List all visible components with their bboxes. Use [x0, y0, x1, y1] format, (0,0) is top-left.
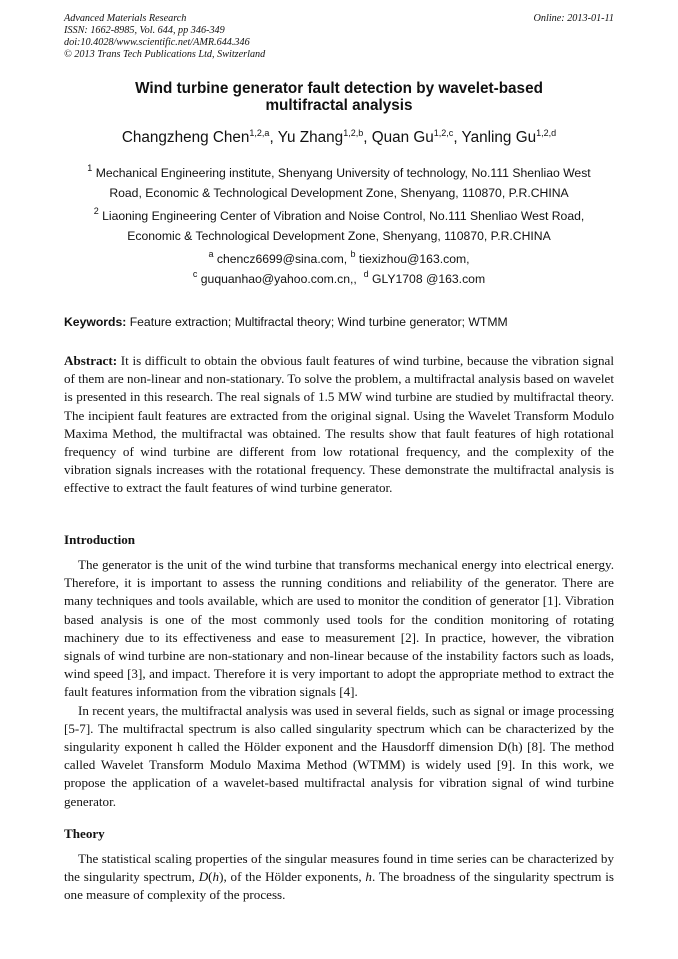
text-run: ) — [219, 869, 224, 885]
text-run: The statistical scaling properties of the singular measures found in time series can be characterized by the singularity spectrum, — [64, 851, 614, 885]
copyright: © 2013 Trans Tech Publications Ltd, Switzerland — [64, 49, 266, 60]
author-name: Quan Gu — [371, 129, 434, 146]
text-run: , of the Hölder exponents, — [223, 869, 366, 885]
affiliation-text: Road, Economic & Technological Development Zone, Shenyang, 110870, P.R.CHINA — [109, 186, 569, 200]
email-sup: d — [363, 269, 369, 279]
email-list — [64, 249, 614, 289]
affiliation-num: 1 — [87, 163, 93, 173]
email-a[interactable]: chencz6699@sina.com, — [216, 252, 348, 266]
email-d[interactable]: GLY1708 @163.com — [372, 272, 486, 286]
author-sup: 1,2,b — [343, 128, 364, 138]
email-b[interactable]: tiexizhou@163.com, — [358, 252, 470, 266]
affiliation-num: 2 — [93, 206, 99, 216]
paragraph — [64, 850, 614, 905]
keywords-text: Feature extraction; Multifractal theory; Wind turbine generator; WTMM — [129, 315, 508, 329]
author-name: Changzheng Chen — [121, 129, 250, 146]
math-h: h — [365, 869, 372, 885]
author-sup: 1,2,a — [249, 128, 270, 138]
affiliation-text: Economic & Technological Development Zone, Shenyang, 110870, P.R.CHINA — [127, 229, 551, 243]
abstract — [64, 352, 614, 498]
math-D: D — [198, 869, 209, 885]
online-date: Online: 2013-01-11 — [533, 13, 614, 24]
text-run: . The broadness of the singularity spectrum is one measure of complexity of the process. — [64, 869, 614, 903]
issn: ISSN: 1662-8985, Vol. 644, pp 346-349 — [64, 25, 225, 36]
abstract-label: Abstract: — [64, 353, 118, 368]
theory-body — [64, 850, 614, 905]
journal-name: Advanced Materials Research — [64, 13, 187, 24]
affiliation-2 — [64, 206, 614, 246]
journal-header — [64, 13, 265, 61]
keywords — [64, 315, 508, 329]
author-name: Yanling Gu — [461, 129, 537, 146]
text-run: ( — [208, 869, 213, 885]
math-h: h — [212, 869, 220, 885]
author-sep: , — [269, 129, 278, 146]
email-c[interactable]: guquanhao@yahoo.com.cn,, — [200, 272, 357, 286]
affiliation-text: Liaoning Engineering Center of Vibration and Noise Control, No.111 Shenliao West Road, — [102, 209, 585, 223]
email-sup: a — [208, 249, 214, 259]
affiliation-text: Mechanical Engineering institute, Shenyang University of technology, No.111 Shenliao West — [95, 166, 591, 180]
author-sup: 1,2,c — [433, 128, 454, 138]
author-sep: , — [453, 129, 462, 146]
author-list — [64, 129, 614, 147]
author-sup: 1,2,d — [536, 128, 557, 138]
author-sep: , — [363, 129, 372, 146]
author-name: Yu Zhang — [277, 129, 344, 146]
section-heading-introduction: Introduction — [64, 532, 136, 547]
section-heading-theory: Theory — [64, 826, 105, 841]
paper-title — [64, 80, 614, 114]
paragraph: The generator is the unit of the wind turbine that transforms mechanical energy into electrical energy. Therefore, it is important to assess the running conditions and reliability of the generator. There are many techniques and tools available, which are used to monitor the condition of generator [1]. Vibration based analysis is one of the most commonly used tools for the condition monitoring of rotating machinery due to its effectiveness and ease to measurement [2]. In practice, however, the vibration signals of wind turbine are non-stationary and non-linear because of the instability factors such as loads, wind speed [3], and impact. Therefore it is very important to adopt the appropriate method to extract the fault features information from the vibration signals [4]. — [64, 557, 614, 700]
affiliation-1 — [64, 163, 614, 203]
introduction-body — [64, 556, 614, 811]
email-sup: c — [192, 269, 198, 279]
abstract-text: It is difficult to obtain the obvious fault features of wind turbine, because the vibration signal of them are non-linear and non-stationary. To solve the problem, a multifractal analysis based on wavelet is presented in this research. The real signals of 1.5 MW wind turbine are studied by multifractal theory. The incipient fault features are extracted from the original signal. Using the Wavelet Transform Modulo Maxima Method, the multifractal was obtained. The results show that fault features of high rotational frequency of wind turbine are different from low rotational frequency, and the complexity of the vibration signals increases with the rotational frequency. These demonstrate the multifractal analysis is effective to extract the fault features of wind turbine generator. — [64, 353, 614, 496]
keywords-label: Keywords: — [64, 315, 127, 329]
paragraph: In recent years, the multifractal analysis was used in several fields, such as signal or image processing [5-7]. The multifractal spectrum is also called singularity spectrum which can be characterized by the singularity exponent h called the Hölder exponent and the Hausdorff dimension D(h) [8]. The method called Wavelet Transform Modulo Maxima Method (WTMM) is widely used [9]. In this work, we propose the application of a wavelet-based multifractal analysis for vibration signal of wind turbine generator. — [64, 702, 614, 809]
doi: doi:10.4028/www.scientific.net/AMR.644.346 — [64, 37, 250, 48]
title-line-1: Wind turbine generator fault detection by wavelet-based — [135, 80, 543, 97]
email-sup: b — [350, 249, 356, 259]
title-line-2: multifractal analysis — [265, 97, 413, 114]
